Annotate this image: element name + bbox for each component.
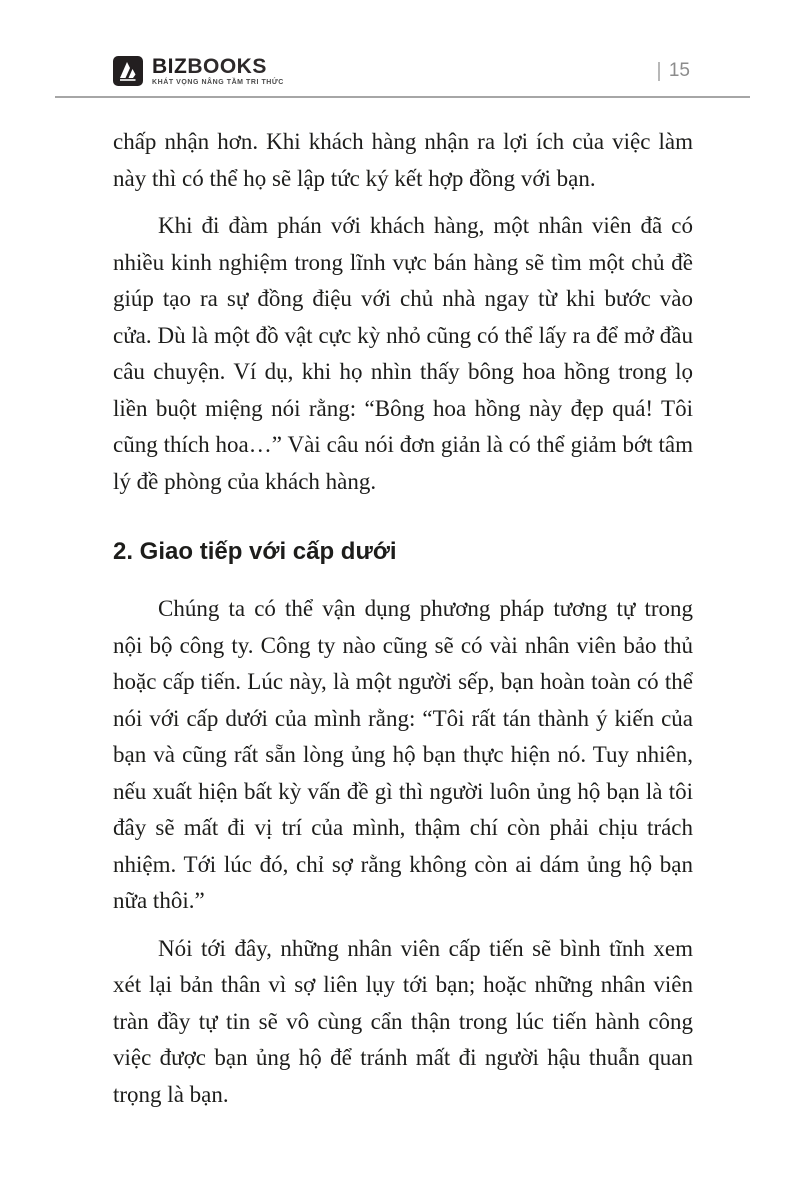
brand-text: [152, 56, 284, 86]
paragraph: Khi đi đàm phán với khách hàng, một nhân viên đã có nhiều kinh nghiệm trong lĩnh vực bán hàng sẽ tìm một chủ đề giúp tạo ra sự đồng điệu với chủ nhà ngay từ khi bước vào cửa. Dù là một đồ vật cực kỳ nhỏ cũng có thể lấy ra để mở đầu câu chuyện. Ví dụ, khi họ nhìn thấy bông hoa hồng trong lọ liền buột miệng nói rằng: “Bông hoa hồng này đẹp quá! Tôi cũng thích hoa…” Vài câu nói đơn giản là có thể giảm bớt tâm lý đề phòng của khách hàng.: [113, 213, 693, 494]
brand-name-biz: BIZ: [152, 55, 188, 78]
brand-tagline: KHÁT VỌNG NÂNG TẦM TRI THỨC: [152, 79, 284, 86]
page-number-value: 15: [668, 60, 690, 81]
page-number: [658, 60, 690, 82]
bizbooks-logo-icon: [113, 56, 143, 86]
page-number-divider: [658, 62, 660, 81]
paragraph: Nói tới đây, những nhân viên cấp tiến sẽ bình tĩnh xem xét lại bản thân vì sợ liên lụy tới bạn; hoặc những nhân viên tràn đầy tự tin sẽ vô cùng cẩn thận trong lúc tiến hành công việc được bạn ủng hộ để tránh mất đi người hậu thuẫn quan trọng là bạn.: [113, 935, 693, 1107]
brand-logo: [113, 56, 284, 86]
paragraph: Chúng ta có thể vận dụng phương pháp tương tự trong nội bộ công ty. Công ty nào cũng sẽ có vài nhân viên bảo thủ hoặc cấp tiến. Lúc này, là một người sếp, bạn hoàn toàn có thể nói với cấp dưới của mình rằng: “Tôi rất tán thành ý kiến của bạn và cũng rất sẵn lòng ủng hộ bạn thực hiện nó. Tuy nhiên, nếu xuất hiện bất kỳ vấn đề gì thì người luôn ủng hộ bạn là tôi đây sẽ mất đi vị trí của mình, thậm chí còn phải chịu trách nhiệm. Tới lúc đó, chỉ sợ rằng không còn ai dám ủng hộ bạn nữa thôi.”: [113, 596, 693, 913]
header-divider: [55, 96, 750, 98]
page-header: [113, 50, 690, 92]
brand-name-books: BOOKS: [187, 55, 267, 78]
brand-name: [152, 56, 284, 78]
page-content: [113, 124, 693, 1124]
paragraph-continuation: chấp nhận hơn. Khi khách hàng nhận ra lợi ích của việc làm này thì có thể họ sẽ lập tức ký kết hợp đồng với bạn.: [113, 129, 693, 191]
section-heading: 2. Giao tiếp với cấp dưới: [113, 538, 397, 565]
